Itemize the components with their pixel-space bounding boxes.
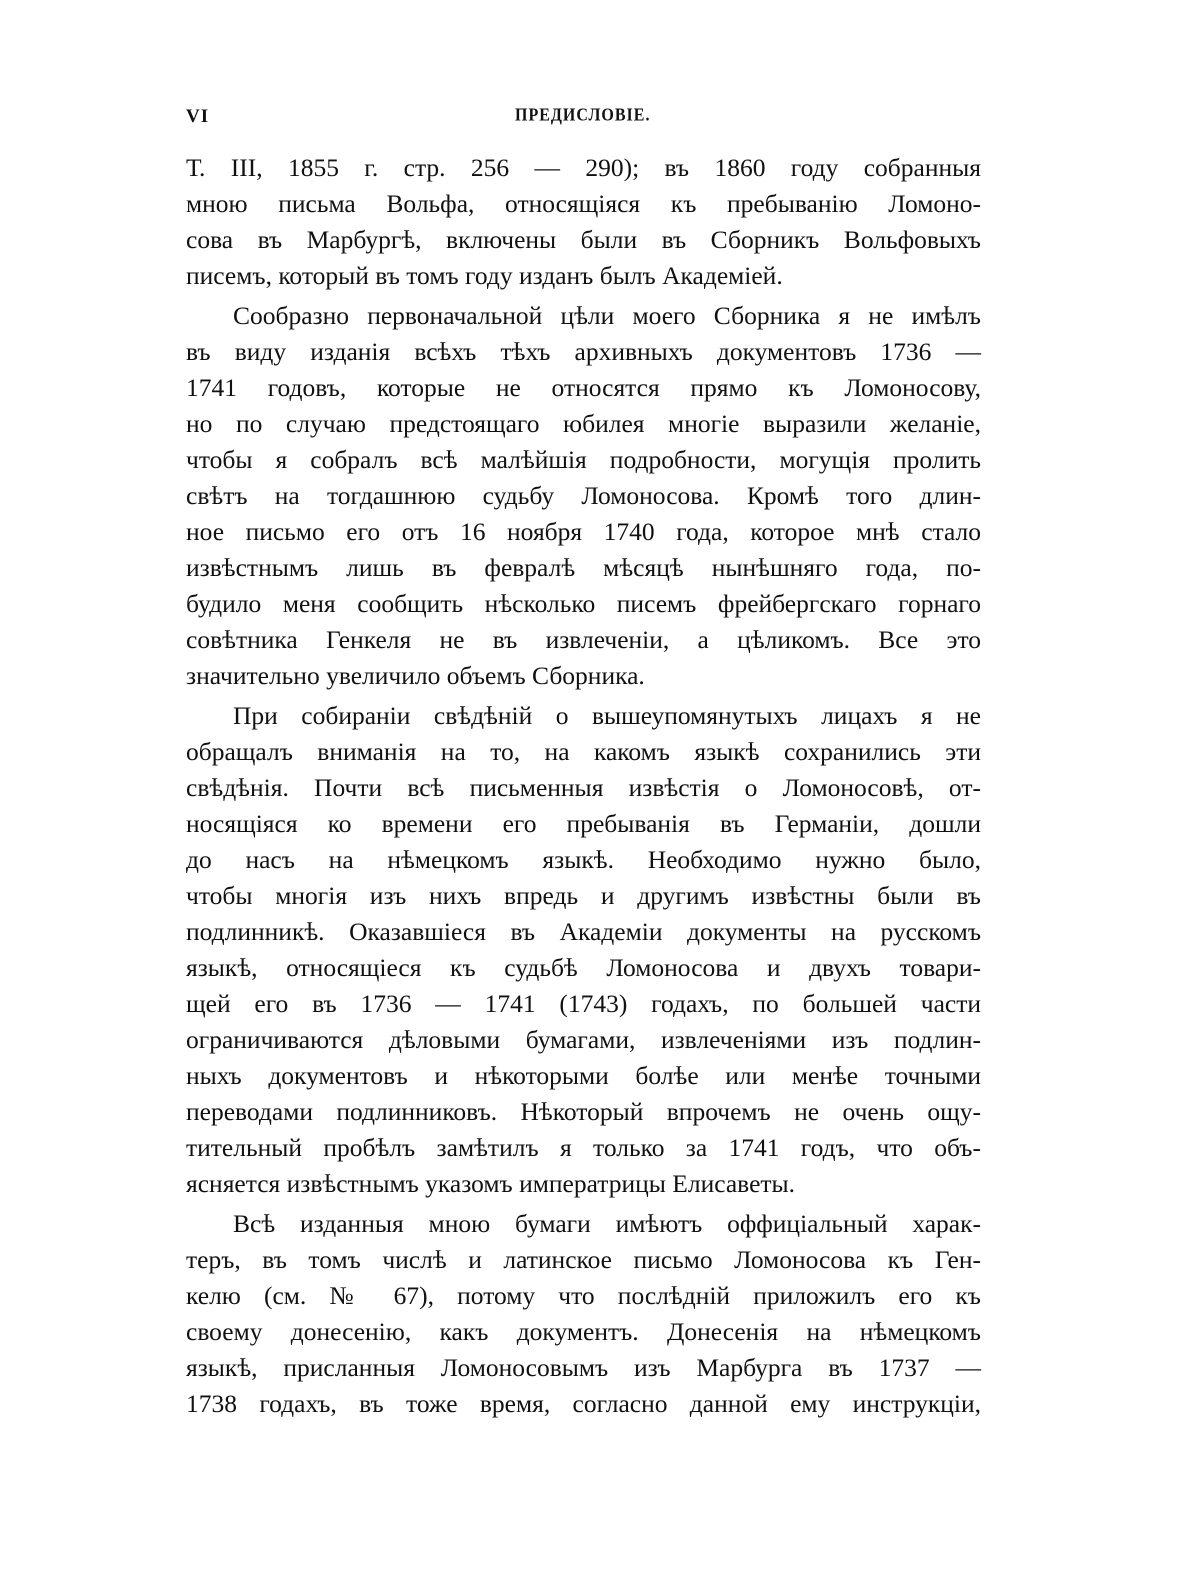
text-line: своему донесенію, какъ документъ. Донесенія на нѣмецкомъ (186, 1317, 981, 1346)
text-line: ограничиваются дѣловыми бумагами, извлеченіями изъ подлин- (186, 1025, 981, 1054)
text-line: но по случаю предстоящаго юбилея многіе выразили желаніе, (186, 409, 981, 438)
text-line: 1738 годахъ, въ тоже время, согласно данной ему инструкціи, (186, 1389, 981, 1418)
text-line: переводами подлинниковъ. Нѣкоторый впрочемъ не очень ощу- (186, 1097, 981, 1126)
body-text (186, 150, 981, 1422)
text-line: мною письма Вольфа, относящіяся къ пребыванію Ломоно- (186, 189, 981, 218)
text-line: ныхъ документовъ и нѣкоторыми болѣе или менѣе точными (186, 1061, 981, 1090)
text-line: языкѣ, относящіеся къ судьбѣ Ломоносова и двухъ товари- (186, 953, 981, 982)
text-line: Т. III, 1855 г. стр. 256 — 290); въ 1860 году собранныя (186, 153, 981, 182)
text-line: носящіяся ко времени его пребыванія въ Германіи, дошли (186, 809, 981, 838)
text-line: обращалъ вниманія на то, на какомъ языкѣ сохранились эти (186, 737, 981, 766)
text-line: теръ, въ томъ числѣ и латинское письмо Ломоносова къ Ген- (186, 1245, 981, 1274)
text-line: свѣдѣнія. Почти всѣ письменныя извѣстія о Ломоносовѣ, от- (186, 773, 981, 802)
paragraph-4 (186, 1206, 981, 1422)
text-line: келю (см. № 67), потому что послѣдній приложилъ его къ (186, 1281, 981, 1310)
text-line: щей его въ 1736 — 1741 (1743) годахъ, по большей части (186, 989, 981, 1018)
text-line: до насъ на нѣмецкомъ языкѣ. Необходимо нужно было, (186, 845, 981, 874)
text-line: значительно увеличило объемъ Сборника. (186, 661, 645, 690)
paragraph-2 (186, 298, 981, 694)
running-head (186, 106, 976, 136)
text-line: чтобы многія изъ нихъ впредь и другимъ извѣстны были въ (186, 881, 981, 910)
text-line: будило меня сообщить нѣсколько писемъ фрейбергскаго горнаго (186, 589, 981, 618)
text-line: ное письмо его отъ 16 ноября 1740 года, которое мнѣ стало (186, 517, 981, 546)
text-line: Всѣ изданныя мною бумаги имѣютъ оффиціальный харак- (233, 1209, 981, 1238)
text-line: ясняется извѣстнымъ указомъ императрицы Елисаветы. (186, 1169, 796, 1198)
text-line: Сообразно первоначальной цѣли моего Сборника я не имѣлъ (233, 301, 981, 330)
text-line: сова въ Марбургѣ, включены были въ Сборникъ Вольфовыхъ (186, 225, 981, 254)
text-line: писемъ, который въ томъ году изданъ былъ Академіей. (186, 261, 783, 290)
page-number: VI (186, 106, 210, 127)
text-line: При собираніи свѣдѣній о вышеупомянутыхъ лицахъ я не (233, 701, 981, 730)
text-line: извѣстнымъ лишь въ февралѣ мѣсяцѣ нынѣшняго года, по- (186, 553, 981, 582)
text-line: чтобы я собралъ всѣ малѣйшія подробности, могущія пролить (186, 445, 981, 474)
running-title: ПРЕДИСЛОВІЕ. (515, 105, 651, 126)
text-line: подлинникѣ. Оказавшіеся въ Академіи документы на русскомъ (186, 917, 981, 946)
text-line: свѣтъ на тогдашнюю судьбу Ломоносова. Кромѣ того длин- (186, 481, 981, 510)
paragraph-1 (186, 150, 981, 294)
text-line: тительный пробѣлъ замѣтилъ я только за 1741 годъ, что объ- (186, 1133, 981, 1162)
text-line: языкѣ, присланныя Ломоносовымъ изъ Марбурга въ 1737 — (186, 1353, 981, 1382)
text-line: въ виду изданія всѣхъ тѣхъ архивныхъ документовъ 1736 — (186, 337, 981, 366)
paragraph-3 (186, 698, 981, 1202)
text-line: 1741 годовъ, которые не относятся прямо къ Ломоносову, (186, 373, 981, 402)
text-line: совѣтника Генкеля не въ извлеченіи, а цѣликомъ. Все это (186, 625, 981, 654)
